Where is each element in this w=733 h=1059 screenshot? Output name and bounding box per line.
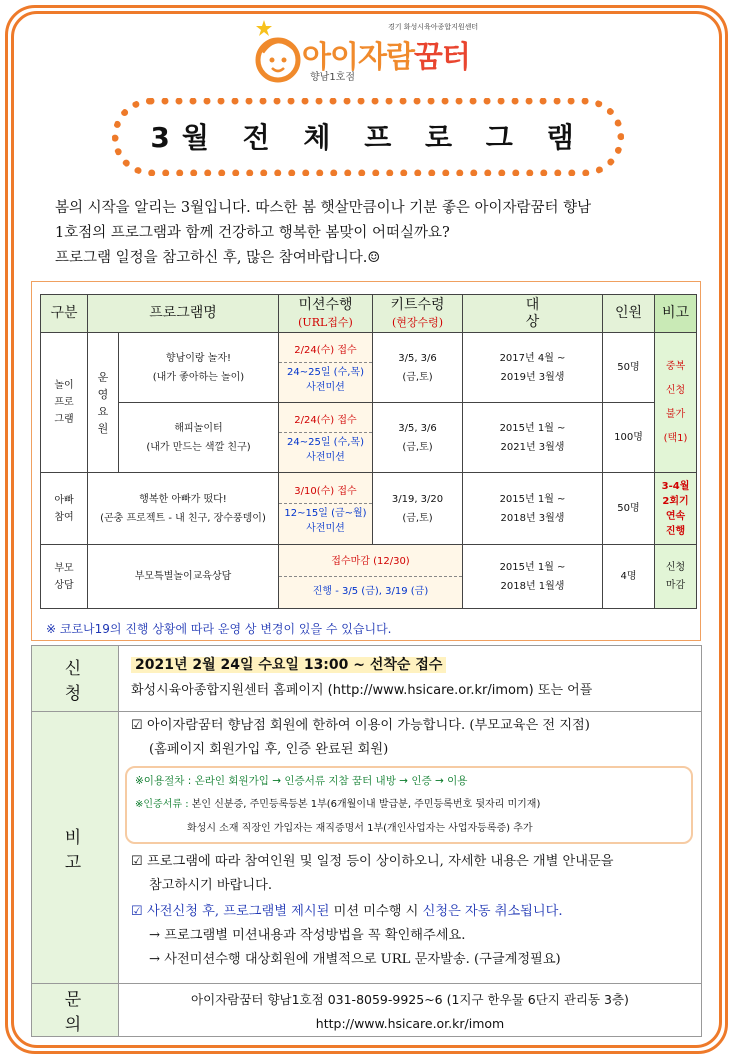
- apply-cell: [119, 646, 702, 712]
- mission-cell: [279, 545, 463, 609]
- mission-reg: 2/24(수) 접수: [279, 339, 372, 363]
- info-table: [31, 645, 702, 1037]
- intro-text: [55, 196, 695, 271]
- count-cell: 100명: [603, 403, 655, 473]
- remark-line2: ☑ 프로그램에 따라 참여인원 및 일정 등이 상이하오니, 자세한 내용은 개별 안내문을: [131, 854, 614, 869]
- program-cell: [119, 333, 279, 403]
- remark-line5: → 사전미션수행 대상회원에 개별적으로 URL 문자발송. (구글계정필요): [149, 952, 561, 967]
- header-note: 비고: [655, 295, 697, 333]
- header-program: 프로그램명: [88, 295, 279, 333]
- target-to: 2018년 3월생: [500, 512, 565, 524]
- intro-line: 1호점의 프로그램과 함께 건강하고 행복한 봄맞이 어떠실까요?: [55, 225, 450, 241]
- group-staff: 운 영 요 원: [88, 333, 119, 473]
- header-mission: [279, 295, 373, 333]
- logo-name-part1: 아이자람: [302, 40, 414, 75]
- kit-day: (금,토): [402, 371, 433, 383]
- intro-line: 프로그램 일정을 참고하신 후, 많은 참여바랍니다.☺: [55, 250, 381, 266]
- apply-date-line: [119, 652, 701, 678]
- count-cell: 50명: [603, 333, 655, 403]
- kit-day: (금,토): [402, 512, 433, 524]
- logo-name-part2: 꿈터: [413, 40, 470, 75]
- mission-date: [279, 504, 372, 538]
- count-cell: 4명: [603, 545, 655, 609]
- mission-date-text: 24~25일 (수,목): [287, 436, 364, 448]
- remarks-label: 비 고: [32, 712, 119, 984]
- apply-date: 2021년 2월 24일 수요일 13:00 ~ 선착순 접수: [131, 657, 446, 673]
- mission-label: 사전미션: [306, 381, 345, 393]
- target-cell: [463, 545, 603, 609]
- target-cell: [463, 333, 603, 403]
- mission-label: 사전미션: [306, 451, 345, 463]
- count-cell: 50명: [603, 473, 655, 545]
- procedure-box: [125, 766, 693, 844]
- parent-note: 신청 마감: [655, 545, 697, 609]
- header-mission-label: 미션수행: [298, 296, 353, 313]
- kit-cell: [373, 473, 463, 545]
- procedure-label: ※이용절차 :: [135, 775, 192, 787]
- docs-line2: 화성시 소재 직장인 가입자는 재직증명서 1부(개인사업자는 사업자등록증) 추가: [187, 823, 533, 834]
- program-table: [40, 294, 697, 609]
- target-from: 2015년 1월 ~: [499, 422, 566, 434]
- target-cell: [463, 403, 603, 473]
- header-kit-label: 키트수령: [390, 296, 445, 313]
- group-parent: 부모 상담: [41, 545, 88, 609]
- program-cell: [119, 403, 279, 473]
- contact-line1: 아이자람꿈터 향남1호점 031-8059-9925~6 (1지구 한우물 6단지 관리동 3층): [191, 992, 629, 1007]
- logo: [250, 18, 490, 86]
- header-count: 인원: [603, 295, 655, 333]
- remark-line1-red: (홈페이지 회원가입 후, 인증 완료된 회원): [149, 742, 389, 757]
- program-desc: (내가 좋아하는 놀이): [152, 371, 245, 383]
- logo-face-icon: [250, 18, 310, 86]
- logo-org: 경기 화성시육아종합지원센터: [388, 23, 479, 31]
- mission-date: [279, 363, 372, 397]
- target-from: 2015년 1월 ~: [499, 493, 566, 505]
- apply-where: 화성시육아종합지원센터 홈페이지 (http://www.hsicare.or.kr/imom) 또는 어플: [131, 683, 593, 698]
- remark-line4: → 프로그램별 미션내용과 작성방법을 꼭 확인해주세요.: [149, 928, 466, 943]
- mission-label: 사전미션: [306, 522, 345, 534]
- header-category: 구분: [41, 295, 88, 333]
- program-desc: (내가 만드는 색깔 친구): [146, 441, 251, 453]
- contact-cell: [119, 984, 702, 1037]
- remark-line3: [119, 898, 701, 924]
- program-name: 향남이랑 놀자!: [165, 352, 232, 364]
- covid-note: ※ 코로나19의 진행 상황에 따라 운영 상 변경이 있을 수 있습니다.: [46, 622, 392, 636]
- remark-line3a: ☑ 사전신청 후, 프로그램별 제시된: [131, 904, 330, 919]
- mission-reg: 3/10(수) 접수: [279, 480, 372, 504]
- dad-note: 3-4월 2회기 연속 진행: [655, 473, 697, 545]
- mission-cell: [279, 403, 373, 473]
- play-note: 중복 신청 불가 (택1): [655, 333, 697, 473]
- mission-date: [279, 433, 372, 467]
- header-kit: [373, 295, 463, 333]
- logo-branch: 향남1호점: [310, 72, 356, 83]
- kit-cell: [373, 333, 463, 403]
- kit-date: 3/5, 3/6: [398, 422, 437, 434]
- page-title: 3월 전 체 프 로 그 램: [150, 121, 586, 154]
- kit-date: 3/5, 3/6: [398, 352, 437, 364]
- header-kit-sub: (현장수령): [391, 315, 444, 329]
- apply-label: 신 청: [32, 646, 119, 712]
- program-cell: [88, 473, 279, 545]
- program-name: 부모특별놀이교육상담: [88, 545, 279, 609]
- group-play: 놀이 프로 그램: [41, 333, 88, 473]
- target-from: 2017년 4월 ~: [499, 352, 566, 364]
- header-target: 대 상: [463, 295, 603, 333]
- remark-line3c: 신청은 자동 취소됩니다.: [422, 904, 563, 919]
- target-to: 2019년 3월생: [500, 371, 565, 383]
- program-desc: (곤충 프로젝트 - 내 친구, 장수풍뎅이): [100, 512, 266, 524]
- target-cell: [463, 473, 603, 545]
- header-mission-sub: (URL접수): [298, 315, 353, 329]
- mission-reg: 접수마감 (12/30): [279, 547, 462, 577]
- mission-cell: [279, 473, 373, 545]
- remark-line2b: 참고하시기 바랍니다.: [149, 878, 273, 893]
- contact-url: http://www.hsicare.or.kr/imom: [315, 1016, 505, 1031]
- kit-cell: [373, 403, 463, 473]
- group-dad: 아빠 참여: [41, 473, 88, 545]
- contact-label: 문 의: [32, 984, 119, 1037]
- mission-cell: [279, 333, 373, 403]
- docs-label: ※인증서류 :: [135, 799, 189, 810]
- remarks-cell: [119, 712, 702, 984]
- docs-text: 본인 신분증, 주민등록등본 1부(6개월이내 발급분, 주민등록번호 뒷자리 미기재): [191, 799, 541, 810]
- target-to: 2018년 1월생: [500, 580, 565, 592]
- program-name: 해피놀이터: [174, 422, 223, 434]
- mission-date-text: 24~25일 (수,목): [287, 366, 364, 378]
- target-to: 2021년 3월생: [500, 441, 565, 453]
- procedure-line: [135, 769, 683, 793]
- docs-line: [135, 793, 683, 817]
- progress-date: 진행 - 3/5 (금), 3/19 (금): [312, 586, 429, 597]
- kit-day: (금,토): [402, 441, 433, 453]
- program-name: 행복한 아빠가 떴다!: [139, 493, 227, 505]
- procedure-text: 온라인 회원가입 → 인증서류 지참 꿈터 내방 → 인증 → 이용: [194, 775, 468, 787]
- mission-date-text: 12~15일 (금~월): [284, 507, 367, 519]
- remark-line1: ☑ 아이자람꿈터 향남점 회원에 한하여 이용이 가능합니다. (부모교육은 전 지점): [131, 718, 590, 733]
- target-from: 2015년 1월 ~: [499, 561, 566, 573]
- mission-reg: 2/24(수) 접수: [279, 409, 372, 433]
- kit-date: 3/19, 3/20: [391, 493, 444, 505]
- remark-line3b: 미션 미수행 시: [333, 904, 419, 919]
- intro-line: 봄의 시작을 알리는 3월입니다. 따스한 봄 햇살만큼이나 기분 좋은 아이자람꿈터 향남: [55, 200, 592, 216]
